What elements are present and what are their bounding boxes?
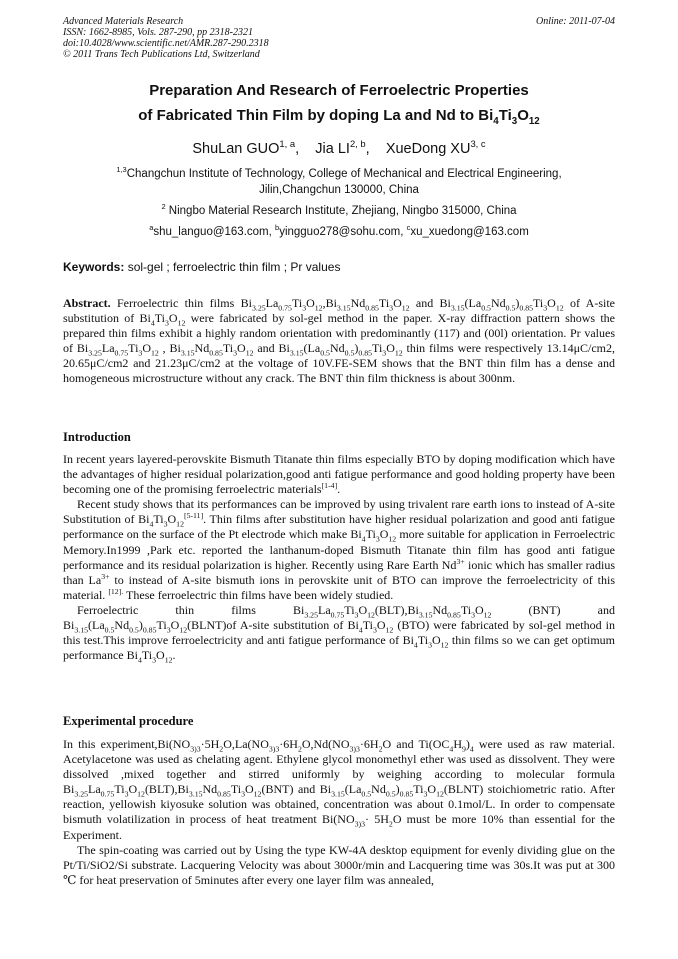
author-li: Jia LI bbox=[315, 141, 350, 157]
intro-paragraph-3: Ferroelectric thin films $Bi_{3.25}La_{0.75}Ti_3O_{12}(BLT),Bi_{3.15}Nd_{0.85}Ti_3O_{12}$ (BNT) and $Bi_{3.15}(La_{0.5}Nd_{0.5})_{0.85}Ti_3O_{12}(BLNT)of$ A-site substitution of $Bi_4Ti_3O_{12}$ (BTO) were fabricated by sol-gel method in this test.This improve ferroelectricity and anti fatigue performance of $Bi_4Ti_3O_{12}$ thin films so we can get optimum performance $Bi_4Ti_3O_{12}$. bbox=[63, 602, 615, 665]
issn-line: ISSN: 1662-8985, Vols. 287-290, pp 2318-2321 bbox=[63, 27, 253, 38]
experimental-heading: Experimental procedure bbox=[63, 714, 194, 728]
author-guo: ShuLan GUO bbox=[192, 141, 280, 157]
paper-title-line-1: Preparation And Research of Ferroelectric Properties bbox=[149, 82, 529, 99]
experimental-paragraph-2: The spin-coating was carried out by Using the type KW-4A desktop equipment for evenly dividing glue on the Pt/Ti/SiO2/Si substrate. Lacquering Velocity was about 3000r/min and Lacquering time was 30s.It was put at 300 ℃ for heat preservation of 5minutes after every one layer film was annealed, bbox=[63, 842, 615, 887]
affiliation-2: $^2$ Ningbo Material Research Institute, Zhejiang, Ningbo 315000, China bbox=[161, 202, 517, 217]
introduction-body bbox=[63, 452, 615, 663]
online-date: Online: 2011-07-04 bbox=[536, 16, 615, 27]
intro-paragraph-1: In recent years layered-perovskite Bismuth Titanate thin films especially BTO by doping modification which have the advantages of higher residual polarization,good anti fatigue performance and good holding property have been becoming one of the promising ferroelectric materials[1-4]. bbox=[63, 452, 615, 497]
intro-paragraph-2: Recent study shows that its performances can be improved by using trivalent rare earth ions to instead of A-site Substitution of $Bi_4Ti_3O_{12}[5-11]$. Thin films after substitution have higher residual polarization and good anti fatigue performance on the surface of the Pt electrode which make $Bi_4Ti_3O_{12}$ more suitable for application in Ferroelectric Memory.In1999 ,Park etc. reported the lanthanum-doped Bismuth Titanate thin film has good anti fatigue performance and its residual polarization is higher. Recently using Rare Earth $Nd^{3+}$ ionic which has smaller radius than $La^{3+}$ to instead of A-site bismuth ions in perovskite unit of BTO can improve the ferroelectricity of this material. $^{[12].}$ These ferroelectric thin films have been widely studied. bbox=[63, 497, 616, 602]
author-xu: XueDong XU bbox=[385, 141, 471, 157]
affiliation-1: $^{1,3}$Changchun Institute of Technology, College of Mechanical and Electrical Engineering, Jilin,Changchun 130000, China bbox=[116, 165, 562, 196]
author-list: ShuLan GUO$^{1, a}$, Jia LI$^{2, b}$, XueDong XU$^{3, c}$ bbox=[192, 138, 486, 157]
experimental-body bbox=[63, 737, 615, 888]
author-emails: $^a$shu_languo@163.com, $^b$yingguo278@sohu.com, $^c$xu_xuedong@163.com bbox=[149, 223, 529, 238]
paper-title-line-2: of Fabricated Thin Film by doping La and Nd to $Bi_4Ti_3O_{12}$ bbox=[138, 107, 540, 127]
copyright-line: © 2011 Trans Tech Publications Ltd, Switzerland bbox=[63, 49, 260, 60]
doi-line: doi:10.4028/www.scientific.net/AMR.287-290.2318 bbox=[63, 38, 269, 49]
abstract: Abstract. Ferroelectric thin films $Bi_{3.25}La_{0.75}Ti_3O_{12},Bi_{3.15}Nd_{0.85}Ti_3O_{12}$ and $Bi_{3.15}(La_{0.5}Nd_{0.5})_{0.85}Ti_3O_{12}$ of A-site substitution of $Bi_4Ti_3O_{12}$ were fabricated by sol-gel method in the paper. X-ray diffraction pattern shows the prepared thin films exhibit a highly random orientation with predominantly (117) and (00l) orientation. Pr values of $Bi_{3.25}La_{0.75}Ti_3O_{12}$ , $Bi_{3.15}Nd_{0.85}Ti_3O_{12}$ and $Bi_{3.15}(La_{0.5}Nd_{0.5})_{0.85}Ti_3O_{12}$ thin films were respectively 13.14μC/cm2, 20.65μC/cm2 and 21.23μC/cm2 at the voltage of 10V.FE-SEM shows that the BNT thin film has a dense and homogeneous microstructure without any crack. The BNT thin film thickness is about 300nm. bbox=[63, 296, 616, 386]
keywords: Keywords: sol-gel ; ferroelectric thin film ; Pr values bbox=[63, 260, 341, 274]
journal-name: Advanced Materials Research bbox=[63, 16, 184, 27]
experimental-paragraph-1: In this $experiment,Bi(NO_{3)3}\cdot 5H_2O,La(NO_{3)3}\cdot 6H_2O,Nd(NO_{3)3}\cdot 6H_2O$ and $Ti(OC_4H_9)_4$ were used as raw material. Acetylacetone was used as chelating agent. Ethylene glycol monomethyl ether was used as dissolvent. They were dissolved ,mixed together and stirred uniformly by weighing according to molecular formula $Bi_{3.25}La_{0.75}Ti_3O_{12}(BLT),Bi_{3.15}Nd_{0.85}Ti_3O_{12}(BNT)$ and $Bi_{3.15}(La_{0.5}Nd_{0.5})_{0.85}Ti_3O_{12}(BLNT)$ stoichiometric ratio. After reaction, yellowish kiyosuke solution was obtained, concentration was about 0.1mol/L. In order to compensate bismuth volatilization in process of heat treatment $Bi(NO_{3)3}\cdot 5H_2O$ must be more 10% than essential for the Experiment. bbox=[63, 737, 615, 842]
introduction-heading: Introduction bbox=[63, 430, 131, 444]
